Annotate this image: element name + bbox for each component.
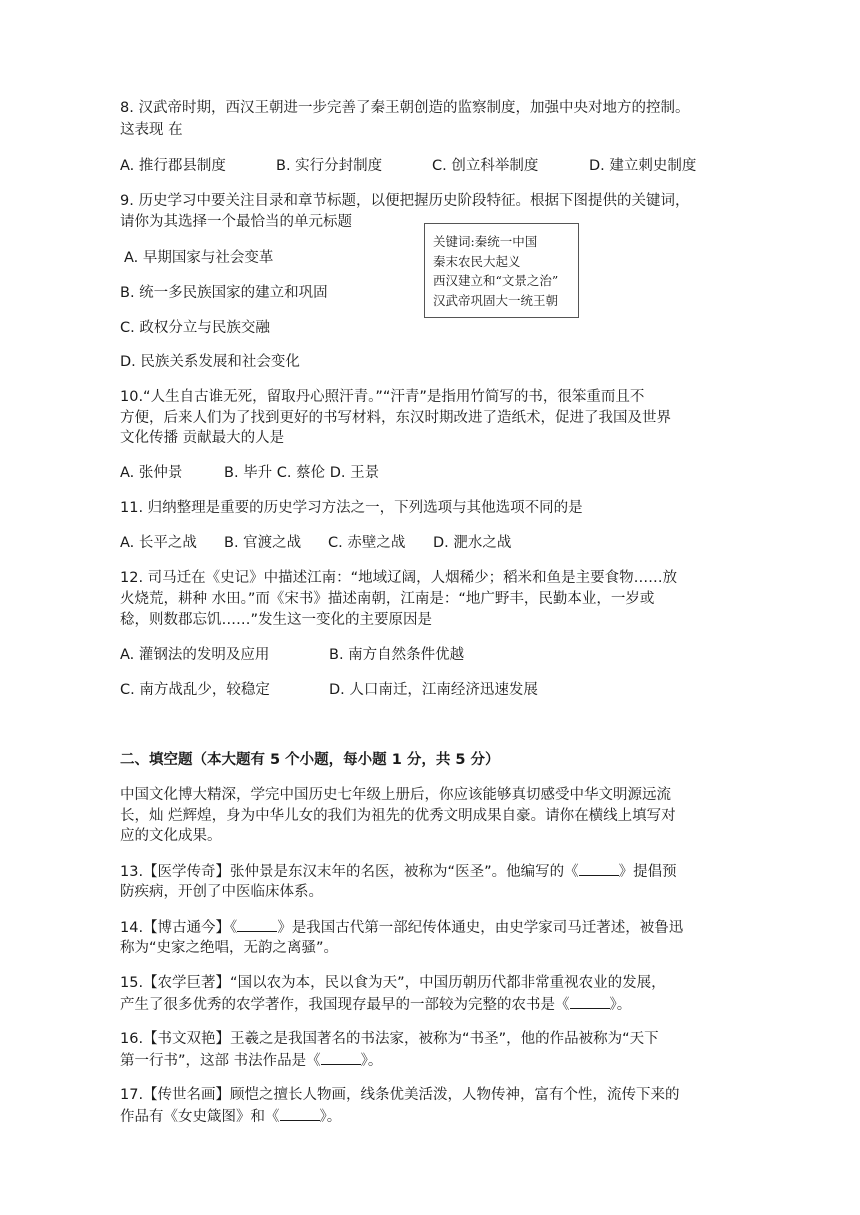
- q13-text-post: 》提倡预: [618, 864, 677, 880]
- q8-option-a: A. 推行郡县制度: [120, 158, 226, 174]
- q10-stem-line2: 方便，后来人们为了找到更好的书写材料，东汉时期改进了造纸术，促进了我国及世界: [120, 410, 671, 426]
- q16-text-pre: 第一行书”，这部 书法作品是《: [120, 1053, 321, 1069]
- q10-stem-line3: 文化传播 贡献最大的人是: [120, 430, 285, 446]
- q9-option-c: C. 政权分立与民族交融: [120, 320, 270, 336]
- keyword-line: 秦末农民大起义: [433, 253, 521, 269]
- q13-text-pre: 13.【医学传奇】张仲景是东汉末年的名医，被称为“医圣”。他编写的《: [120, 864, 579, 880]
- q8-option-c: C. 创立科举制度: [432, 158, 539, 174]
- keyword-box: [424, 223, 579, 318]
- q9-option-d: D. 民族关系发展和社会变化: [120, 354, 300, 370]
- q10-option-a: A. 张仲景: [120, 465, 183, 481]
- q14-line2: 称为“史家之绝唱，无韵之离骚”。: [120, 940, 339, 956]
- q16-line1: 16.【书文双艳】王羲之是我国著名的书法家，被称为“书圣”，他的作品被称为“天下: [120, 1031, 659, 1047]
- section2-intro-line3: 应的文化成果。: [120, 828, 222, 844]
- q17-line1: 17.【传世名画】顾恺之擅长人物画，线条优美活泼，人物传神，富有个性，流传下来的: [120, 1087, 680, 1103]
- q17-text-post: 》。: [319, 1109, 342, 1125]
- q10-option-bcd: B. 毕升 C. 蔡伦 D. 王景: [224, 465, 380, 481]
- q15-answer-blank[interactable]: [570, 994, 610, 1009]
- keyword-line: 关键词:秦统一中国: [433, 234, 538, 249]
- q17-text-pre: 作品有《女史箴图》和《: [120, 1109, 280, 1125]
- q9-stem-line2: 请你为其选择一个最恰当的单元标题: [120, 214, 352, 230]
- q11-option-d: D. 淝水之战: [433, 535, 512, 551]
- q14-answer-blank[interactable]: [237, 917, 277, 932]
- section2-intro-line2: 长，灿 烂辉煌，身为中华儿女的我们为祖先的优秀文明成果自豪。请你在横线上填写对: [120, 808, 676, 824]
- q13-line1: [120, 861, 677, 882]
- q8-stem-line2: 这表现 在: [120, 122, 183, 138]
- q14-text-post: 》是我国古代第一部纪传体通史，由史学家司马迁著述，被鲁迅: [277, 920, 684, 936]
- q16-line2: [120, 1050, 382, 1071]
- q14-line1: [120, 917, 683, 938]
- q16-text-post: 》。: [360, 1053, 383, 1069]
- q12-stem-line3: 稔，则数郡忘饥……”发生这一变化的主要原因是: [120, 612, 433, 628]
- q9-option-a: A. 早期国家与社会变革: [124, 250, 274, 266]
- q16-answer-blank[interactable]: [321, 1050, 361, 1065]
- q14-text-pre: 14.【博古通今】《: [120, 920, 238, 936]
- q15-line1: 15.【农学巨著】“国以农为本，民以食为天”，中国历朝历代都非常重视农业的发展，: [120, 975, 666, 991]
- q10-stem-line1: 10.“人生自古谁无死，留取丹心照汗青。”“汗青”是指用竹简写的书，很笨重而且不: [120, 389, 645, 405]
- q11-stem: 11. 归纳整理是重要的历史学习方法之一，下列选项与其他选项不同的是: [120, 500, 583, 516]
- section2-title: 二、填空题（本大题有 5 个小题，每小题 1 分，共 5 分）: [120, 752, 500, 768]
- q13-line2: 防疾病，开创了中医临床体系。: [120, 884, 323, 900]
- q11-option-b: B. 官渡之战: [224, 535, 302, 551]
- keyword-line: 汉武帝巩固大一统王朝: [433, 292, 559, 308]
- q15-text-pre: 产生了很多优秀的农学著作，我国现存最早的一部较为完整的农书是《: [120, 997, 570, 1013]
- q15-text-post: 》。: [609, 997, 632, 1013]
- q17-answer-blank[interactable]: [280, 1106, 320, 1121]
- q17-line2: [120, 1106, 341, 1127]
- q8-option-b: B. 实行分封制度: [276, 158, 383, 174]
- keyword-line: 西汉建立和“文景之治”: [433, 273, 559, 288]
- q12-stem-line1: 12. 司马迁在《史记》中描述江南：“地域辽阔，人烟稀少；稻米和鱼是主要食物……放: [120, 570, 678, 586]
- q13-answer-blank[interactable]: [579, 861, 619, 876]
- q12-option-d: D. 人口南迁，江南经济迅速发展: [329, 682, 538, 698]
- q8-option-d: D. 建立刺史制度: [589, 158, 697, 174]
- q12-stem-line2: 火烧荒，耕种 水田。”而《宋书》描述南朝，江南是：“地广野丰，民勤本业，一岁或: [120, 591, 655, 607]
- q9-option-b: B. 统一多民族国家的建立和巩固: [120, 285, 328, 301]
- q12-option-b: B. 南方自然条件优越: [329, 647, 465, 663]
- q12-option-c: C. 南方战乱少，较稳定: [120, 682, 270, 698]
- section2-intro-line1: 中国文化博大精深，学完中国历史七年级上册后，你应该能够真切感受中华文明源远流: [120, 787, 671, 803]
- q11-option-c: C. 赤壁之战: [328, 535, 406, 551]
- q15-line2: [120, 994, 631, 1015]
- q8-stem-line1: 8. 汉武帝时期，西汉王朝进一步完善了秦王朝创造的监察制度，加强中央对地方的控制。: [120, 100, 690, 116]
- q11-option-a: A. 长平之战: [120, 535, 197, 551]
- q12-option-a: A. 灌钢法的发明及应用: [120, 647, 270, 663]
- q9-stem-line1: 9. 历史学习中要关注目录和章节标题，以便把握历史阶段特征。根据下图提供的关键词，: [120, 193, 690, 209]
